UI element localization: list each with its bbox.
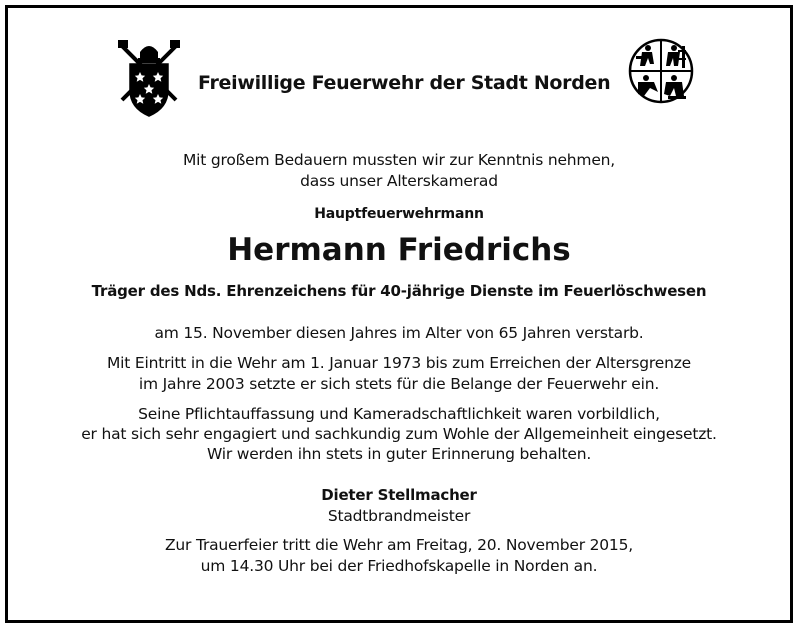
rank: Hauptfeuerwehrmann — [314, 206, 484, 222]
tribute-line-3: Wir werden ihn stets in guter Erinnerung behalten. — [206, 445, 592, 463]
service-line-1: Mit Eintritt in die Wehr am 1. Januar 1973 bis zum Erreichen der Altersgrenze — [107, 354, 691, 372]
fire-brigade-logo-icon — [628, 36, 694, 106]
tribute-line-2: er hat sich sehr engagiert und sachkundig zum Wohle der Allgemeinheit eingesetzt. — [81, 425, 717, 443]
header-title: Freiwillige Feuerwehr der Stadt Norden — [198, 72, 611, 94]
deceased-name: Hermann Friedrichs — [227, 232, 571, 268]
obituary-notice — [5, 5, 793, 623]
honor-line: Träger des Nds. Ehrenzeichens für 40-jährige Dienste im Feuerlöschwesen — [91, 282, 707, 300]
signatory-title: Stadtbrandmeister — [327, 507, 471, 525]
funeral-line-2: um 14.30 Uhr bei der Friedhofskapelle in Norden an. — [200, 557, 598, 575]
signatory-name: Dieter Stellmacher — [321, 486, 477, 504]
funeral-line-1: Zur Trauerfeier tritt die Wehr am Freitag, 20. November 2015, — [165, 536, 633, 554]
intro-line-2: dass unser Alterskamerad — [300, 172, 498, 190]
norden-coat-of-arms-icon — [118, 38, 180, 118]
death-line: am 15. November diesen Jahres im Alter von 65 Jahren verstarb. — [154, 324, 644, 342]
tribute-line-1: Seine Pflichtauffassung und Kameradschaftlichkeit waren vorbildlich, — [138, 405, 660, 423]
intro-line-1: Mit großem Bedauern mussten wir zur Kenntnis nehmen, — [182, 151, 616, 169]
service-line-2: im Jahre 2003 setzte er sich stets für die Belange der Feuerwehr ein. — [138, 375, 660, 393]
